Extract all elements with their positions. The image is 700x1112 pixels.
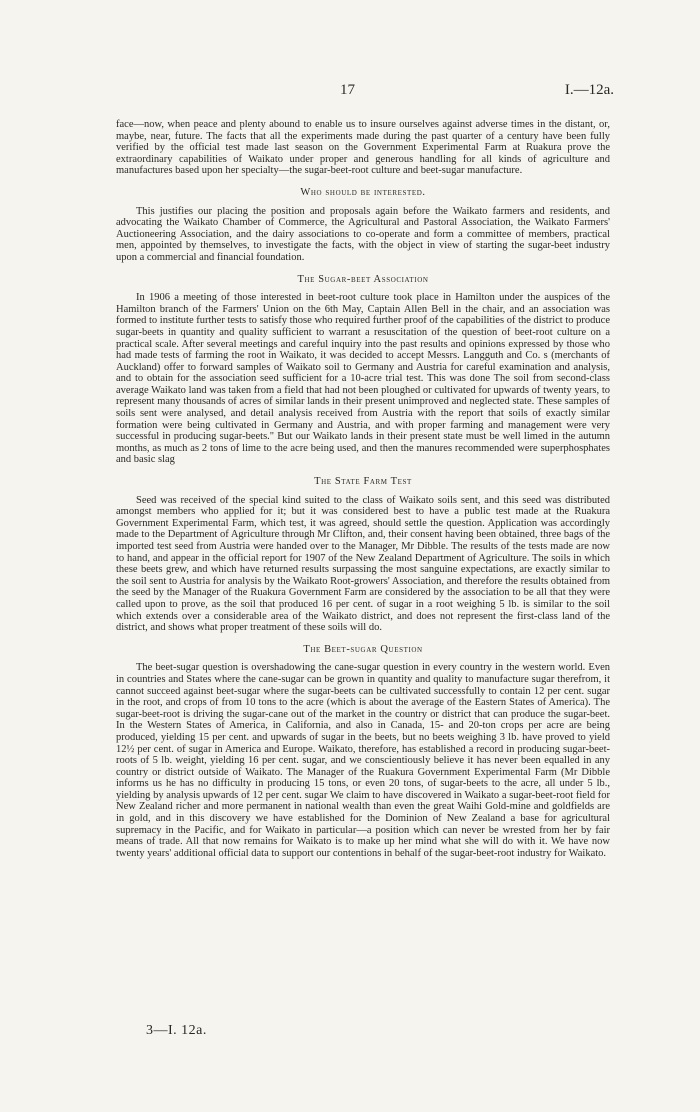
body-text [116, 119, 610, 859]
paragraph-intro: face—now, when peace and plenty abound to enable us to insure ourselves against adverse times in the distant, or, maybe, near, future. The facts that all the experiments made during the past quarter of a century have been fully verified by the official test made last season on the Government Experimental Farm at Ruakura prove the extraordinary capabilities of Waikato under proper and generous handling for all kinds of agriculture and manufactures based upon her specialty—the sugar-beet-root culture and beet-sugar manufacture. [116, 119, 610, 177]
section-heading-sugar-beet-association: The Sugar-beet Association [297, 273, 429, 285]
paragraph-beet-sugar-question: The beet-sugar question is overshadowing the cane-sugar question in every country in the western world. Even in countries and States where the cane-sugar can be grown in quantity and quality to manufacture sugar therefrom, it cannot succeed against beet-sugar where the sugar-beets can be cultivated successfully to contain 12 per cent. sugar in the root, and crops of from 10 tons to the acre (which is about the average of the Eastern States of America). The sugar-beet-root is driving the sugar-cane out of the market in the country or district that can produce the sugar-beet. In the Western States of America, in California, and also in Canada, 15- and 20-ton crops per acre are being produced, yielding 15 per cent. and upwards of sugar in the beets, but no beets weighing 3 lb. have proved to yield 12½ per cent. of sugar in America and Europe. Waikato, therefore, has established a record in producing sugar-beet-roots of 5 lb. weight, yielding 16 per cent. sugar, and we conscientiously believe it has never been equalled in any country or district outside of Waikato. The Manager of the Ruakura Government Experimental Farm (Mr Dibble informs us he has no difficulty in producing 15 tons, or even 20 tons, of sugar-beets to the acre, all under 5 lb., yielding by analysis upwards of 12 per cent. sugar We claim to have discovered in Waikato a sugar-beet-root field for New Zealand richer and more permanent in national wealth than even the great Waihi Gold-mine and goldfields are in gold, and in this discovery we have established for the Dominion of New Zealand a base for agricultural supremacy in the Pacific, and for Waikato in particular—a position which can never be wrested from her by fair means of trade. All that now remains for Waikato is to make up her mind what she will do with it. We have now twenty years' additional official data to support our contentions in behalf of the sugar-beet-root industry for Waikato. [116, 662, 610, 859]
section-heading-state-farm-test: The State Farm Test [314, 476, 412, 488]
page-number: 17 [340, 82, 355, 98]
page-header [0, 82, 700, 102]
section-heading-who-should-be-interested: Who should be interested. [300, 186, 426, 198]
document-reference: I.—12a. [564, 82, 614, 98]
page-footer-signature: 3—I. 12a. [146, 1023, 207, 1038]
section-heading-beet-sugar-question: The Beet-sugar Question [303, 643, 423, 655]
paragraph-who-should-be-interested: This justifies our placing the position and proposals again before the Waikato farmers and residents, and advocating the Waikato Chamber of Commerce, the Agricultural and Pastoral Association, the Waikato Farmers' Auctioneering Association, and the dairy associations to co-operate and form a committee of members, practical men, appointed by themselves, to investigate the facts, with the object in view of starting the sugar-beet industry upon a commercial and financial foundation. [116, 205, 610, 263]
paragraph-sugar-beet-association: In 1906 a meeting of those interested in beet-root culture took place in Hamilton under the auspices of the Hamilton branch of the Farmers' Union on the 6th May, Captain Allen Bell in the chair, and an association was formed to institute further tests to satisfy those who required further proof of the capabilities of the district to produce sugar-beets in quantity and quality sufficient to warrant a resuscitation of the question of beet-root culture on a practical scale. After several meetings and careful inquiry into the past results and opinions expressed by those who had made tests of farming the root in Waikato, it was decided to accept Messrs. Langguth and Co. s (merchants of Auckland) offer to forward samples of Waikato soil to Germany and Austria for careful examination and analysis, and to obtain for the association seed sufficient for a 10-acre trial test. This was done The soil from second-class average Waikato land was taken from a field that had not been ploughed or cultivated for upwards of twenty years, to represent many thousands of acres of similar lands in their present unimproved and neglected state. These samples of soils sent were analysed, and detail analysis received from Austria with the report that soils of exactly similar formation were being cultivated in Germany and Austria, and with proper farming and management were very successful in producing sugar-beets." But our Waikato lands in their present state must be well limed in the autumn months, as much as 2 tons of lime to the acre being used, and then the manures recommended were superphosphates and basic slag [116, 292, 610, 466]
paragraph-state-farm-test: Seed was received of the special kind suited to the class of Waikato soils sent, and this seed was distributed amongst members who applied for it; but it was considered best to have a public test made at the Ruakura Government Experimental Farm, which test, it was agreed, should settle the question. Application was accordingly made to the Department of Agriculture through Mr Clifton, and, their consent having been obtained, three bags of the imported test seed from Austria were handed over to the Manager, Mr Dibble. The results of the tests made are now to hand, and appear in the official report for 1907 of the New Zealand Department of Agriculture. The soils in which these beets grew, and which have returned results surpassing the most sanguine expectations, are exactly similar to the soil sent to Austria for analysis by the Waikato Root-growers' Association, and therefore the results obtained from the seed by the Manager of the Ruakura Government Farm are considered by the association to be all that they were called upon to prove, as the soil that produced 16 per cent. of sugar in a root weighing 5 lb. is similar to the soil which extends over a considerable area of the Waikato district, and does not represent the first-class land of the district, and shows what proper treatment of these soils will do. [116, 494, 610, 634]
